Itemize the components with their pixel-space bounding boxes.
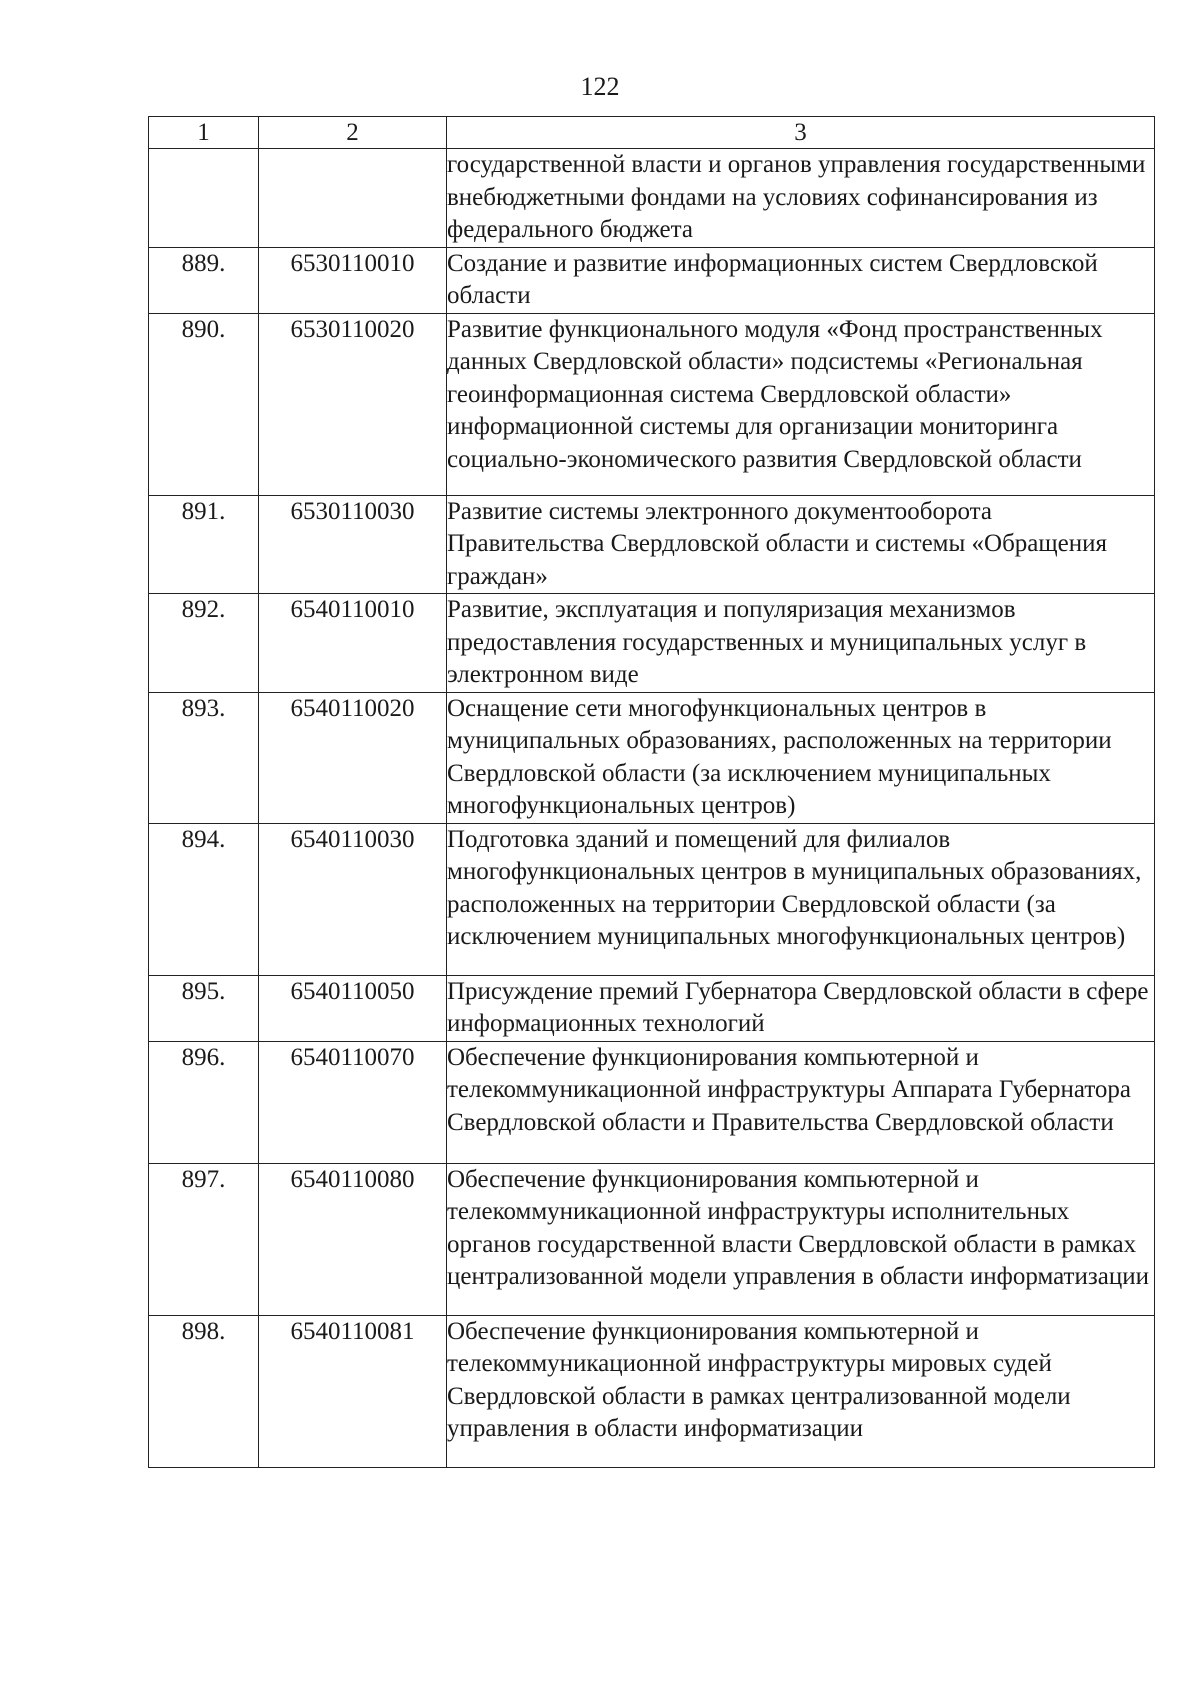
table-row — [149, 1315, 1155, 1467]
table-row — [149, 1163, 1155, 1315]
row-code: 6530110010 — [259, 247, 447, 313]
row-code: 6540110030 — [259, 823, 447, 975]
row-description: Развитие функционального модуля «Фонд пространственных данных Свердловской области» подсистемы «Региональная геоинформационная система Свердловской области» информационной системы для организации мониторинга социально-экономического развития Свердловской области — [447, 313, 1155, 495]
row-description: Присуждение премий Губернатора Свердловской области в сфере информационных технологий — [447, 975, 1155, 1041]
table-row — [149, 495, 1155, 594]
table-row — [149, 975, 1155, 1041]
table-header-row — [149, 117, 1155, 149]
row-code: 6540110050 — [259, 975, 447, 1041]
column-header-2: 2 — [259, 117, 447, 149]
row-description: Обеспечение функционирования компьютерной и телекоммуникационной инфраструктуры исполнительных органов государственной власти Свердловской области в рамках централизованной модели управления в области информатизации — [447, 1163, 1155, 1315]
row-code — [259, 149, 447, 248]
row-code: 6540110080 — [259, 1163, 447, 1315]
table-row — [149, 149, 1155, 248]
table-row — [149, 692, 1155, 823]
row-number: 898. — [149, 1315, 259, 1467]
row-code: 6540110070 — [259, 1041, 447, 1163]
column-header-3: 3 — [447, 117, 1155, 149]
budget-classification-table — [148, 116, 1155, 1468]
row-description: Развитие системы электронного документооборота Правительства Свердловской области и системы «Обращения граждан» — [447, 495, 1155, 594]
row-description: государственной власти и органов управления государственными внебюджетными фондами на условиях софинансирования из федерального бюджета — [447, 149, 1155, 248]
table-row — [149, 313, 1155, 495]
row-description: Подготовка зданий и помещений для филиалов многофункциональных центров в муниципальных образованиях, расположенных на территории Свердловской области (за исключением муниципальных многофункциональных центров) — [447, 823, 1155, 975]
row-number — [149, 149, 259, 248]
row-number: 895. — [149, 975, 259, 1041]
row-number: 897. — [149, 1163, 259, 1315]
row-code: 6530110020 — [259, 313, 447, 495]
row-code: 6540110081 — [259, 1315, 447, 1467]
row-number: 893. — [149, 692, 259, 823]
row-description: Обеспечение функционирования компьютерной и телекоммуникационной инфраструктуры мировых судей Свердловской области в рамках централизованной модели управления в области информатизации — [447, 1315, 1155, 1467]
page-number: 122 — [580, 72, 620, 101]
row-code: 6530110030 — [259, 495, 447, 594]
column-header-1: 1 — [149, 117, 259, 149]
row-code: 6540110020 — [259, 692, 447, 823]
row-number: 891. — [149, 495, 259, 594]
row-description: Оснащение сети многофункциональных центров в муниципальных образованиях, расположенных на территории Свердловской области (за исключением муниципальных многофункциональных центров) — [447, 692, 1155, 823]
row-description: Обеспечение функционирования компьютерной и телекоммуникационной инфраструктуры Аппарата Губернатора Свердловской области и Правительства Свердловской области — [447, 1041, 1155, 1163]
row-description: Развитие, эксплуатация и популяризация механизмов предоставления государственных и муниципальных услуг в электронном виде — [447, 594, 1155, 693]
row-description: Создание и развитие информационных систем Свердловской области — [447, 247, 1155, 313]
table-row — [149, 594, 1155, 693]
table-row — [149, 247, 1155, 313]
row-number: 894. — [149, 823, 259, 975]
row-number: 896. — [149, 1041, 259, 1163]
table-row — [149, 1041, 1155, 1163]
row-number: 892. — [149, 594, 259, 693]
row-number: 890. — [149, 313, 259, 495]
row-number: 889. — [149, 247, 259, 313]
table-row — [149, 823, 1155, 975]
row-code: 6540110010 — [259, 594, 447, 693]
